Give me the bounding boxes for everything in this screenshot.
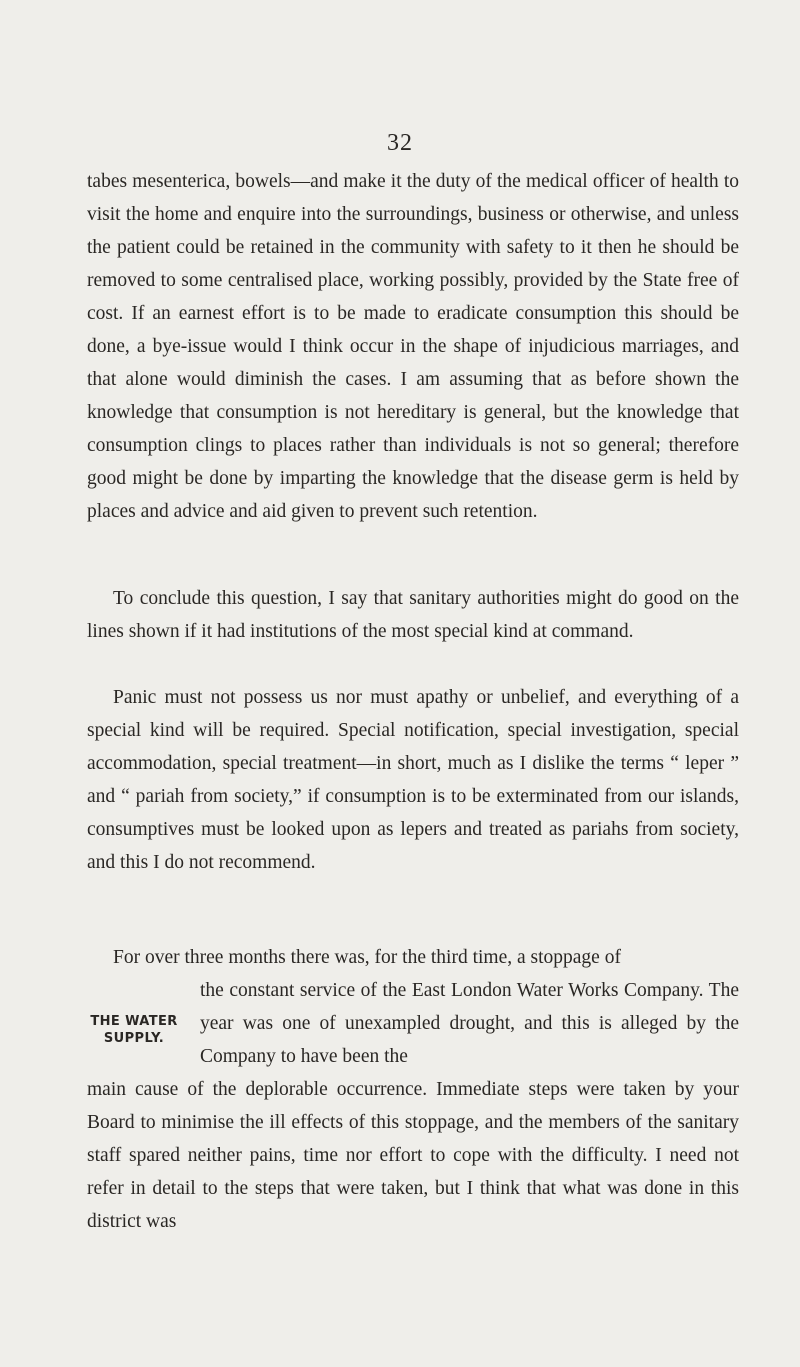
water-supply-continuation: main cause of the deplorable occurrence. Immediate steps were taken by your Board to minimise the ill effects of this stoppage, and the members of the sanitary staff spared neither pains, time nor effort to cope with the difficulty. I need not refer in detail to the steps that were taken, but I think that what was done in this district was <box>87 1079 739 1232</box>
paragraph-consumption-measures: tabes mesenterica, bowels—and make it the duty of the medical officer of health to visit the home and enquire into the surroundings, business or otherwise, and unless the patient could be retained in the community with safety to it then he should be removed to some centralised place, working possibly, provided by the State free of cost. If an earnest effort is to be made to eradicate consumption this should be done, a bye-issue would I think occur in the shape of injudicious marriages, and that alone would diminish the cases. I am assuming that as before shown the knowledge that consumption is not hereditary is general, but the knowledge that consumption clings to places rather than individuals is not so general; therefore good might be done by imparting the knowledge that the disease germ is held by places and advice and aid given to prevent such retention. <box>87 171 739 522</box>
sidenote-water-supply: THE WATER SUPPLY. <box>90 1014 178 1046</box>
water-supply-indented-text: the constant service of the East London Water Works Company. The year was one of unexampled drought, and this is alleged by the Company to have been the <box>200 980 739 1067</box>
paragraph-conclusion: To conclude this question, I say that sanitary authorities might do good on the lines shown if it had institutions of the most special kind at command. <box>87 588 739 642</box>
page-number: 32 <box>387 130 413 156</box>
water-supply-first-line: For over three months there was, for the third time, a stoppage of <box>113 947 621 968</box>
paragraph-water-supply <box>87 941 739 1238</box>
paragraph-panic: Panic must not possess us nor must apathy or unbelief, and everything of a special kind will be required. Special notification, special investigation, special accommodation, special treatment—in short, much as I dislike the terms “ leper ” and “ pariah from society,” if consumption is to be exterminated from our islands, consumptives must be looked upon as lepers and treated as pariahs from society, and this I do not recommend. <box>87 687 739 873</box>
